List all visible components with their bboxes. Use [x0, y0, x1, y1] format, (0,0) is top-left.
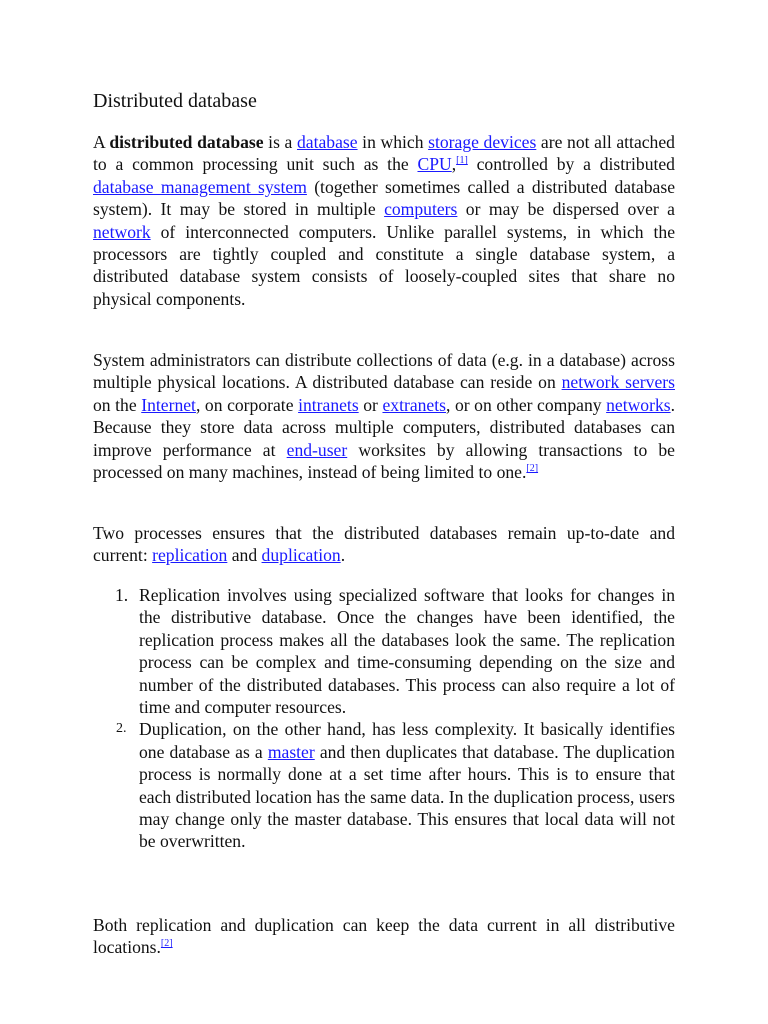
link-database-management-system[interactable]: database management system — [93, 176, 307, 197]
text: , or on other company — [445, 394, 607, 415]
text: A — [93, 132, 110, 152]
text: and — [227, 545, 262, 566]
text: , — [451, 154, 457, 175]
text: are not all attached to a common processing unit such as the — [93, 132, 675, 175]
link-extranets[interactable]: extranets — [382, 394, 446, 415]
text: Duplication, on the other hand, has less complexity. It basically identifies one database as a — [139, 719, 675, 762]
text: (together sometimes called a distributed database system). It may be stored in multiple — [93, 176, 676, 220]
processes-paragraph — [93, 522, 675, 567]
text: or may be dispersed over a — [457, 199, 675, 220]
text: on the — [93, 394, 142, 415]
text: System administrators can distribute collections of data (e.g. in a database) across multiple physical locations. A distributed database can reside on — [93, 350, 675, 393]
text: Two processes ensures that the distributed databases remain up-to-date and current: — [93, 523, 675, 566]
page-title: Distributed database — [93, 90, 257, 112]
text: and then duplicates that database. The duplication process is normally done at a set time after hours. This is to ensure that each distributed location has the same data. In the duplication process, users may change only the master database. This ensures that local data will not be overwritten. — [139, 741, 675, 852]
text: of interconnected computers. Unlike parallel systems, in which the processors are tightly coupled and constitute a single database system, a distributed database system consists of loosely-coupled sites that share no physical components. — [93, 221, 675, 309]
text: controlled by a distributed — [467, 154, 675, 175]
text: . — [340, 545, 346, 566]
text: , on corporate — [195, 394, 299, 415]
list-item-duplication — [93, 718, 675, 852]
link-storage-devices[interactable]: storage devices — [428, 132, 537, 152]
list-item-replication — [93, 584, 675, 718]
link-internet[interactable]: Internet — [141, 394, 196, 415]
intro-paragraph — [93, 131, 675, 310]
reference-link-2[interactable]: [2] — [526, 463, 539, 475]
list-item-text: Replication involves using specialized software that looks for changes in the distributive database. Once the changes have been identified, the replication process makes all the databases look the same. The replication process can be complex and time-consuming depending on the size and number of the distributed databases. This process can also require a lot of time and computer resources. — [139, 585, 675, 718]
link-network-servers[interactable]: network servers — [561, 372, 675, 393]
text: is a — [263, 132, 297, 152]
reference-link-1[interactable]: [1] — [456, 155, 468, 167]
text: worksites by allowing transactions to be processed on many machines, instead of being limited to one. — [93, 439, 675, 483]
reference-link-3[interactable]: [2] — [160, 938, 173, 950]
text: Both replication and duplication can keep the data current in all distributive locations. — [93, 915, 675, 958]
list-number: 2. — [116, 721, 127, 737]
link-database[interactable]: database — [296, 132, 358, 152]
process-list — [93, 584, 675, 853]
text: or — [358, 394, 383, 415]
link-computers[interactable]: computers — [384, 199, 458, 220]
text: . Because they store data across multiple computers, distributed databases can improve performance at — [93, 394, 676, 460]
summary-paragraph — [93, 914, 675, 959]
link-replication[interactable]: replication — [152, 545, 228, 566]
link-end-user[interactable]: end-user — [286, 439, 348, 460]
link-intranets[interactable]: intranets — [298, 394, 359, 415]
list-number: 1. — [115, 585, 129, 605]
link-master[interactable]: master — [267, 741, 315, 762]
link-networks[interactable]: networks — [606, 394, 671, 415]
locations-paragraph — [93, 349, 675, 483]
term-distributed-database: distributed database — [109, 132, 264, 152]
text: in which — [357, 132, 429, 152]
link-network[interactable]: network — [93, 221, 151, 242]
link-cpu[interactable]: CPU — [417, 154, 452, 175]
link-duplication[interactable]: duplication — [261, 545, 341, 566]
